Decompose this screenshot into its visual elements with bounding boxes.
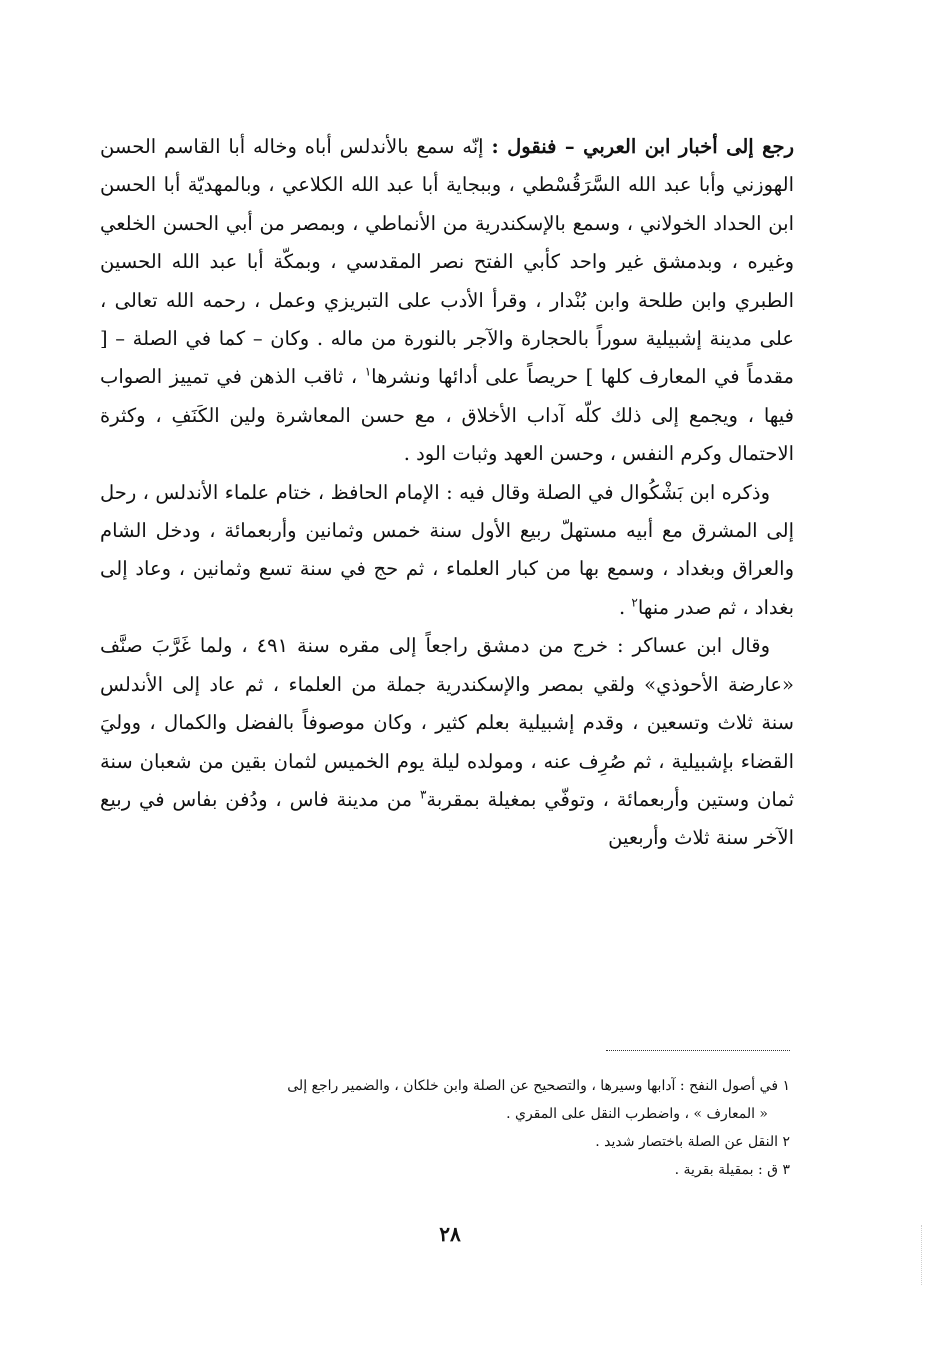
- main-text: [100, 128, 794, 858]
- footnote-ref[interactable]: ٢: [631, 595, 638, 610]
- paragraph-text: وقال ابن عساكر : خرج من دمشق راجعاً إلى مقره سنة ٤٩١ ، ولما غَرَّبَ صنَّف «عارضة الأحوذي» ولقي بمصر والإسكندرية جملة من العلماء ، ثم عاد إلى الأندلس سنة ثلاث وتسعين ، وقدم إشبيلية بعلم كثير ، وكان موصوفاً بالفضل والكمال ، ووليَ القضاء بإشبيلية ، ثم صُرِف عنه ، ومولده ليلة يوم الخميس لثمان بقين من شعبان سنة ثمان وستين وأربعمائة ، وتوفّي بمغيلة بمقربة: [100, 634, 794, 811]
- footnote-1-continuation: « المعارف » ، واضطرب النقل على المقري .: [506, 1106, 768, 1122]
- paragraph-1: [100, 128, 794, 474]
- page-number: ٢٨: [439, 1222, 461, 1246]
- footnote-ref[interactable]: ١: [364, 364, 372, 379]
- paragraph-text-after: من مدينة فاس ، ودُفن بفاس في ربيع الآخر سنة ثلاث وأربعين: [100, 787, 794, 850]
- footnote-number: ٣: [782, 1162, 790, 1178]
- paragraph-text: وذكره ابن بَشْكُوال في الصلة وقال فيه : الإمام الحافظ ، ختام علماء الأندلس ، رحل إلى المشرق مع أبيه مستهلّ ربيع الأول سنة خمس وثمانين وأربعمائة ، ودخل الشام والعراق وبغداد ، وسمع بها من كبار العلماء ، ثم حج في سنة تسع وثمانين ، وعاد إلى بغداد ، ثم صدر منها: [100, 480, 794, 619]
- paragraph-3: [100, 627, 794, 857]
- paragraph-text-after: .: [619, 595, 632, 619]
- footnotes: [100, 1072, 790, 1184]
- footnote-ref[interactable]: ٣: [419, 787, 427, 802]
- margin-mark: [920, 1225, 922, 1285]
- footnote-text: النقل عن الصلة باختصار شديد .: [595, 1134, 779, 1150]
- footnote-1: [100, 1072, 790, 1100]
- footnote-text: في أصول النفح : آدابها وسيرها ، والتصحيح عن الصلة وابن خلكان ، والضمير راجع إلى: [287, 1078, 779, 1094]
- footnote-2: [100, 1128, 790, 1156]
- footnote-number: ٢: [782, 1134, 790, 1150]
- footnote-text: ق : بمقيلة بقرية .: [674, 1162, 779, 1178]
- paragraph-2: [100, 474, 794, 628]
- footnote-3: [100, 1156, 790, 1184]
- paragraph-text-after: ، ثاقب الذهن في تمييز الصواب فيها ، ويجمع إلى ذلك كلّه آداب الأخلاق ، مع حسن المعاشرة ولين الكَنَفِ ، وكثرة الاحتمال وكرم النفس ، وحسن العهد وثبات الود .: [100, 365, 794, 466]
- footnote-separator: [606, 1050, 790, 1051]
- paragraph-lead: رجع إلى أخبار ابن العربي – فنقول :: [491, 135, 794, 158]
- paragraph-text: إنّه سمع بالأندلس أباه وخاله أبا القاسم الحسن الهوزني وأبا عبد الله السَّرَقُسْطي ، وببجاية أبا عبد الله الكلاعي ، وبالمهديّة أبا الحسن ابن الحداد الخولاني ، وسمع بالإسكندرية من الأنماطي ، وبمصر من أبي الحسن الخلعي وغيره ، وبدمشق غير واحد كأبي الفتح نصر المقدسي ، وبمكّة أبا عبد الله الحسين الطبري وابن طلحة وابن بُنْدار ، وقرأ الأدب على التبريزي وعمل ، رحمه الله تعالى ، على مدينة إشبيلية سوراً بالحجارة والآجر بالنورة من ماله . وكان – كما في الصلة – [ مقدماً في المعارف كلها ] حريصاً على أدائها ونشرها: [100, 135, 794, 389]
- footnote-number: ١: [782, 1078, 790, 1094]
